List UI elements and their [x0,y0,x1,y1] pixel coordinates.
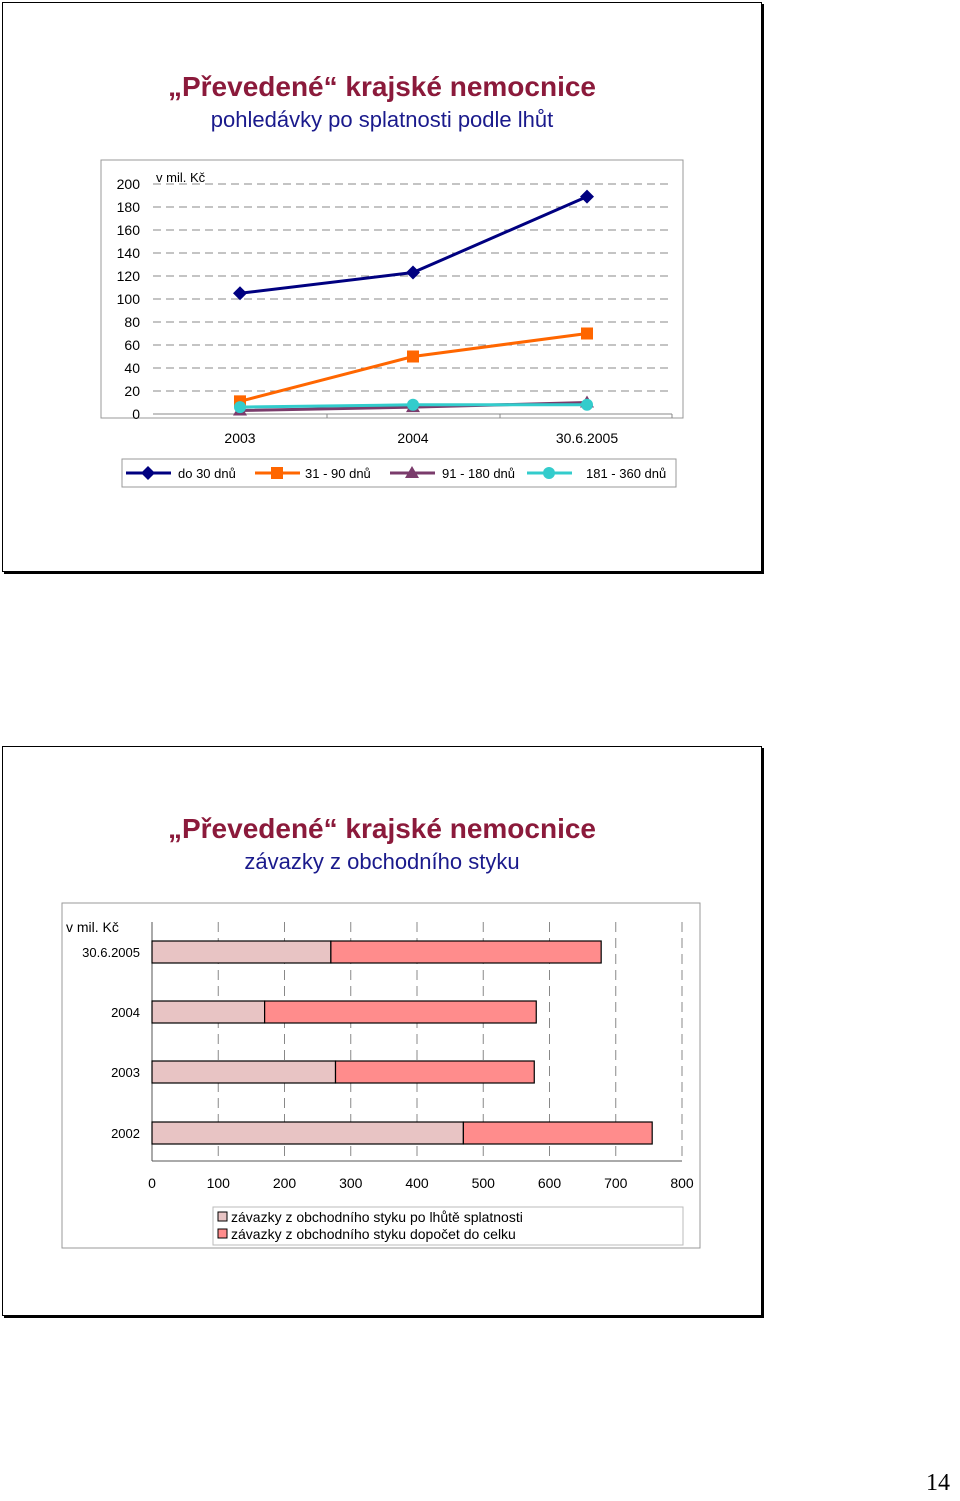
slide2-subtitle: závazky z obchodního styku [244,849,520,874]
y-tick-label: 180 [116,199,140,215]
x-tick-label: 500 [471,1175,495,1191]
y-tick-label: 30.6.2005 [82,945,140,960]
bar-segment [463,1122,652,1144]
bar-segment [331,941,601,963]
y-tick-label: 2004 [111,1005,140,1020]
legend-swatch [218,1212,227,1221]
y-tick-label: 40 [124,360,140,376]
y-tick-label: 0 [132,406,140,422]
y-tick-label: 100 [116,291,140,307]
slide1-title: „Převedené“ krajské nemocnice [167,71,596,102]
legend-label: 181 - 360 dnů [586,466,667,481]
x-tick-label: 100 [206,1175,230,1191]
bar-segment [265,1001,537,1023]
x-tick-label: 200 [272,1175,297,1191]
legend-label: 91 - 180 dnů [442,466,516,481]
x-tick-label: 800 [670,1175,694,1191]
bar-segment [152,1001,265,1023]
slide2-title: „Převedené“ krajské nemocnice [167,813,596,844]
bar-segment [336,1061,535,1083]
page-number: 14 [926,1470,950,1496]
y-tick-label: 120 [116,268,140,284]
unit-label: v mil. Kč [66,919,119,935]
y-tick-label: 80 [124,314,140,330]
y-tick-label: 200 [116,176,140,192]
y-tick-label: 60 [124,337,140,353]
bar-segment [152,941,331,963]
legend-label: závazky z obchodního styku dopočet do celku [231,1226,516,1242]
y-tick-label: 2003 [111,1065,140,1080]
legend-label: 31 - 90 dnů [305,466,371,481]
y-tick-label: 140 [116,245,140,261]
y-tick-label: 160 [116,222,140,238]
x-tick-label: 30.6.2005 [555,430,619,446]
legend-swatch [218,1229,227,1238]
x-tick-label: 600 [537,1175,562,1191]
unit-label: v mil. Kč [156,170,206,185]
x-tick-label: 300 [339,1175,363,1191]
legend-label: závazky z obchodního styku po lhůtě splatnosti [231,1209,523,1225]
y-tick-label: 20 [124,383,140,399]
bar-segment [152,1122,463,1144]
legend-label: do 30 dnů [178,466,236,481]
y-tick-label: 2002 [111,1126,140,1141]
x-tick-label: 2004 [397,430,429,446]
bar-segment [152,1061,336,1083]
slide1-subtitle: pohledávky po splatnosti podle lhůt [210,107,554,132]
x-tick-label: 2003 [224,430,256,446]
x-tick-label: 400 [405,1175,429,1191]
x-tick-label: 0 [148,1175,156,1191]
x-tick-label: 700 [604,1175,628,1191]
